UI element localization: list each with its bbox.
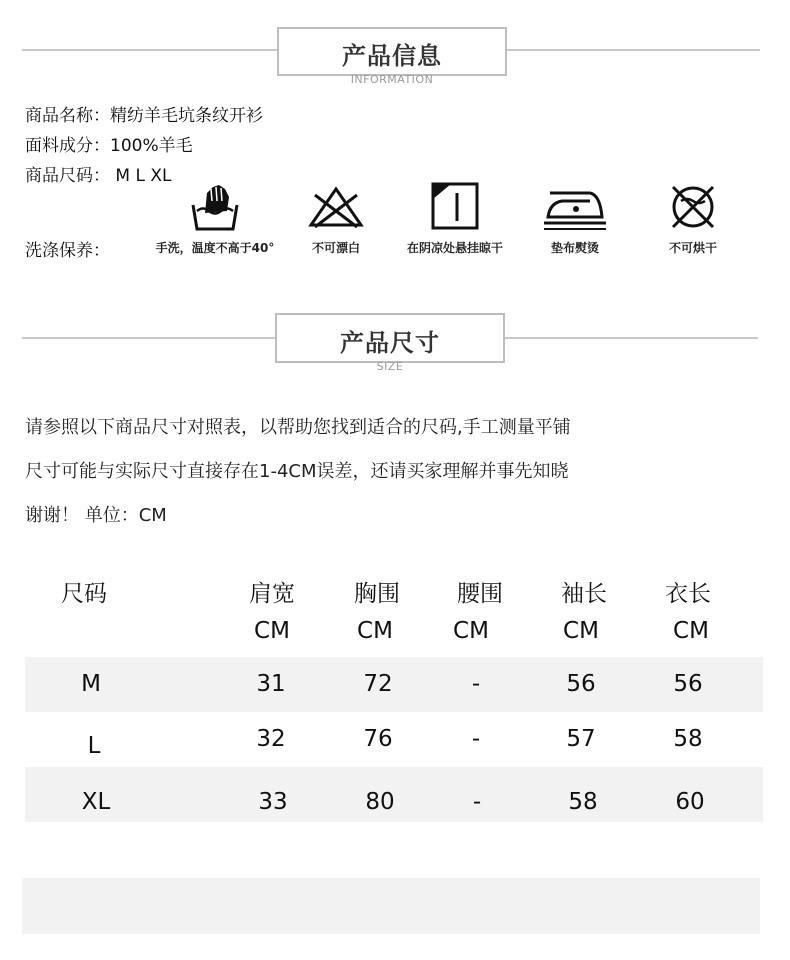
section-divider-left	[22, 337, 276, 339]
size-note-line-2: 尺寸可能与实际尺寸直接存在1-4CM误差，还请买家理解并事先知晓	[25, 461, 569, 482]
section-subtitle-text: INFORMATION	[350, 73, 434, 86]
table-cell: 33	[258, 789, 288, 815]
size-note-line-1: 请参照以下商品尺寸对照表，以帮助您找到适合的尺码,手工测量平铺	[25, 417, 571, 438]
table-cell: -	[472, 789, 482, 815]
fabric-value: 100%羊毛	[110, 136, 193, 156]
table-cell: 58	[568, 789, 598, 815]
table-header-waist: 腰围	[457, 581, 503, 607]
table-unit: CM	[453, 618, 489, 644]
care-caption-no-bleach: 不可漂白	[311, 241, 360, 255]
table-header-length: 衣长	[665, 581, 711, 607]
table-cell: 56	[673, 671, 703, 697]
care-item-hand-wash	[140, 181, 290, 256]
table-cell: M	[81, 671, 101, 697]
section-divider-right	[506, 49, 760, 51]
table-header-shoulder: 肩宽	[249, 581, 295, 607]
section-title-text: 产品尺寸	[340, 329, 440, 357]
fabric-label: 面料成分：	[25, 136, 110, 156]
section-title-text: 产品信息	[342, 42, 442, 70]
table-header-size: 尺码	[61, 581, 107, 607]
table-cell: 72	[363, 671, 393, 697]
size-note-line-3: 谢谢！ 单位：CM	[25, 505, 167, 526]
product-name-value: 精纺羊毛坑条纹开衫	[110, 106, 263, 126]
table-header-sleeve: 袖长	[561, 581, 607, 607]
table-cell: -	[471, 671, 481, 697]
care-caption-hand-wash: 手洗，温度不高于40°	[155, 241, 275, 255]
care-item-iron-with-cloth	[530, 181, 620, 256]
table-unit: CM	[357, 618, 393, 644]
table-unit: CM	[254, 618, 290, 644]
table-cell: 57	[566, 726, 596, 752]
section-divider-left	[22, 49, 278, 51]
no-tumble-dry-icon	[665, 181, 721, 233]
table-cell: 80	[365, 789, 395, 815]
section-divider-right	[504, 337, 758, 339]
product-name-label: 商品名称：	[25, 106, 110, 126]
care-caption-no-tumble-dry: 不可烘干	[668, 241, 717, 255]
care-item-no-bleach	[296, 181, 376, 256]
care-item-no-tumble-dry	[650, 181, 736, 256]
section-subtitle-text: SIZE	[376, 360, 404, 373]
table-cell: 60	[675, 789, 705, 815]
table-cell: 32	[256, 726, 286, 752]
fabric-line	[25, 131, 193, 156]
size-label: 商品尺码：	[25, 166, 110, 186]
care-item-shade-hang-dry	[385, 181, 525, 256]
section-title-size	[275, 313, 505, 373]
table-cell: 58	[673, 726, 703, 752]
table-unit: CM	[563, 618, 599, 644]
no-bleach-icon	[305, 181, 367, 233]
care-label: 洗涤保养：	[25, 241, 110, 261]
iron-with-cloth-icon	[540, 181, 610, 233]
section-title-info	[277, 27, 507, 86]
table-cell: 76	[363, 726, 393, 752]
table-cell: 56	[566, 671, 596, 697]
table-cell: XL	[81, 789, 111, 815]
product-name-line	[25, 101, 263, 126]
table-unit: CM	[673, 618, 709, 644]
size-value: M L XL	[110, 166, 172, 186]
table-cell: -	[471, 726, 481, 752]
table-cell: L	[87, 733, 101, 759]
care-caption-shade-hang-dry: 在阴凉处悬挂晾干	[406, 241, 503, 255]
table-cell: 31	[256, 671, 286, 697]
table-header-chest: 胸围	[354, 581, 400, 607]
care-caption-iron-with-cloth: 垫布熨烫	[550, 241, 599, 255]
bottom-blank-panel	[22, 878, 760, 934]
hand-wash-icon	[185, 181, 245, 233]
shade-hang-dry-icon	[427, 181, 483, 233]
